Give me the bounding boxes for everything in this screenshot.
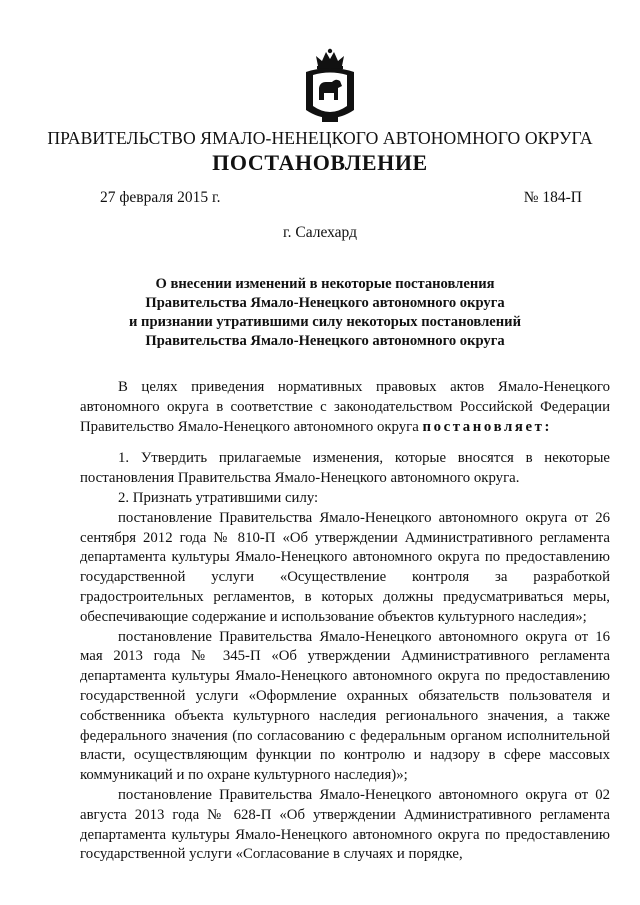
document-number: № 184-П	[523, 189, 582, 206]
preamble-paragraph	[80, 378, 610, 437]
title-line: Правительства Ямало-Ненецкого автономного округа	[145, 295, 505, 311]
government-name: ПРАВИТЕЛЬСТВО ЯМАЛО-НЕНЕЦКОГО АВТОНОМНОГО ОКРУГА	[47, 128, 593, 148]
document-title	[60, 275, 590, 351]
item-1-paragraph: 1. Утвердить прилагаемые изменения, которые вносятся в некоторые постановления Правительства Ямало-Ненецкого автономного округа.	[80, 450, 610, 487]
document-city: г. Салехард	[283, 224, 357, 241]
title-line: Правительства Ямало-Ненецкого автономного округа	[145, 333, 505, 349]
repealed-decree-2: постановление Правительства Ямало-Ненецкого автономного округа от 16 мая 2013 года № 345-П «Об утверждении Административного регламента департамента культуры Ямало-Ненецкого автономного округа по предоставлению государственной услуги «Оформление охранных обязательств пользователя и собственника объекта культурного наследия регионального значения, а также федерального значения (по согласованию с федеральным органом исполнительной власти, осуществляющим функции по контролю и надзору в сфере массовых коммуникаций и по охране культурного наследия)»;	[80, 628, 610, 784]
repealed-decree-3: постановление Правительства Ямало-Ненецкого автономного округа от 02 августа 2013 года № 628-П «Об утверждении Административного регламента департамента культуры Ямало-Ненецкого автономного округа по предоставлению государственной услуги «Согласование в случаях и порядке,	[80, 786, 610, 863]
title-line: и признании утратившими силу некоторых постановлений	[129, 314, 521, 330]
document-type: ПОСТАНОВЛЕНИЕ	[212, 150, 428, 175]
preamble-text: В целях приведения нормативных правовых актов Ямало-Ненецкого автономного округа в соответствие с законодательством Российской Федерации Правительство Ямало-Ненецкого автономного округа	[80, 379, 610, 435]
emblem-icon	[302, 48, 358, 128]
title-line: О внесении изменений в некоторые постановления	[155, 276, 495, 292]
preamble-keyword: постановляет:	[422, 418, 553, 435]
repealed-decree-1: постановление Правительства Ямало-Ненецкого автономного округа от 26 сентября 2012 года № 810-П «Об утверждении Административного регламента департамента культуры Ямало-Ненецкого автономного округа по предоставлению государственной услуги «Осуществление контроля за разработкой градостроительных регламентов, в которых должны предусматриваться меры, обеспечивающие содержание и использование объектов культурного наследия»;	[80, 509, 610, 625]
document-body	[80, 378, 610, 865]
item-2-paragraph: 2. Признать утратившими силу:	[118, 489, 319, 506]
document-date: 27 февраля 2015 г.	[100, 189, 221, 206]
